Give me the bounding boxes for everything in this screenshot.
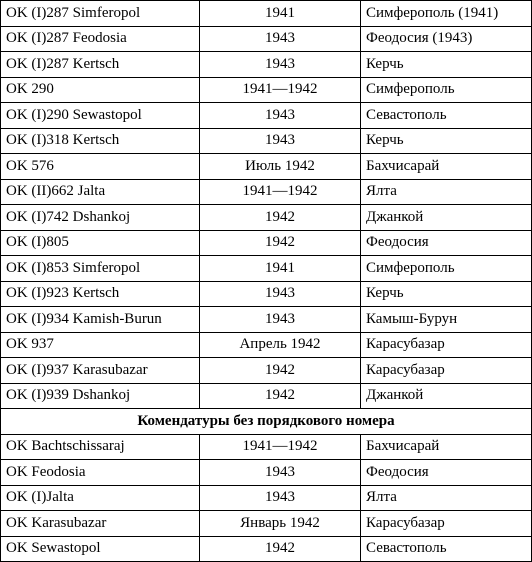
place-cell: Камыш-Бурун	[361, 307, 532, 333]
date-cell: 1942	[200, 536, 361, 562]
place-cell: Феодосия	[361, 230, 532, 256]
table-row	[1, 205, 532, 231]
unit-cell: OK (I)939 Dshankoj	[1, 383, 200, 409]
place-cell: Джанкой	[361, 205, 532, 231]
table-row	[1, 383, 532, 409]
table-row	[1, 434, 532, 460]
unit-cell: OK 937	[1, 332, 200, 358]
table-row	[1, 256, 532, 282]
place-cell: Карасубазар	[361, 358, 532, 384]
date-cell: 1943	[200, 26, 361, 52]
unit-cell: OK (I)Jalta	[1, 485, 200, 511]
date-cell: 1943	[200, 460, 361, 486]
unit-cell: OK 576	[1, 154, 200, 180]
date-cell: 1943	[200, 52, 361, 78]
place-cell: Карасубазар	[361, 511, 532, 537]
unit-cell: OK Feodosia	[1, 460, 200, 486]
place-cell: Севастополь	[361, 536, 532, 562]
section-header: Комендатуры без порядкового номера	[1, 409, 532, 435]
date-cell: 1941—1942	[200, 434, 361, 460]
table-row	[1, 154, 532, 180]
table-row	[1, 307, 532, 333]
place-cell: Феодосия (1943)	[361, 26, 532, 52]
table-row	[1, 52, 532, 78]
place-cell: Симферополь	[361, 256, 532, 282]
table-row	[1, 26, 532, 52]
table-row	[1, 511, 532, 537]
unit-cell: OK (II)662 Jalta	[1, 179, 200, 205]
unit-cell: OK Bachtschissaraj	[1, 434, 200, 460]
table-row	[1, 179, 532, 205]
place-cell: Феодосия	[361, 460, 532, 486]
table-row	[1, 460, 532, 486]
table-row	[1, 1, 532, 27]
table-row	[1, 230, 532, 256]
unit-cell: OK Sewastopol	[1, 536, 200, 562]
date-cell: 1941	[200, 1, 361, 27]
date-cell: 1941	[200, 256, 361, 282]
unit-cell: OK (I)853 Simferopol	[1, 256, 200, 282]
table-row	[1, 358, 532, 384]
unit-cell: OK (I)290 Sewastopol	[1, 103, 200, 129]
unit-cell: OK (I)287 Simferopol	[1, 1, 200, 27]
date-cell: 1942	[200, 383, 361, 409]
place-cell: Симферополь (1941)	[361, 1, 532, 27]
place-cell: Керчь	[361, 281, 532, 307]
place-cell: Ялта	[361, 179, 532, 205]
table-row	[1, 485, 532, 511]
date-cell: 1943	[200, 485, 361, 511]
place-cell: Керчь	[361, 52, 532, 78]
unit-cell: OK 290	[1, 77, 200, 103]
date-cell: 1943	[200, 281, 361, 307]
place-cell: Бахчисарай	[361, 154, 532, 180]
unit-cell: OK (I)937 Karasubazar	[1, 358, 200, 384]
date-cell: Июль 1942	[200, 154, 361, 180]
unit-cell: OK (I)287 Feodosia	[1, 26, 200, 52]
date-cell: Апрель 1942	[200, 332, 361, 358]
unit-cell: OK Karasubazar	[1, 511, 200, 537]
date-cell: Январь 1942	[200, 511, 361, 537]
place-cell: Бахчисарай	[361, 434, 532, 460]
section-header-row	[1, 409, 532, 435]
date-cell: 1942	[200, 205, 361, 231]
place-cell: Симферополь	[361, 77, 532, 103]
date-cell: 1941—1942	[200, 77, 361, 103]
place-cell: Севастополь	[361, 103, 532, 129]
unit-cell: OK (I)805	[1, 230, 200, 256]
table-row	[1, 77, 532, 103]
unit-cell: OK (I)287 Kertsch	[1, 52, 200, 78]
date-cell: 1942	[200, 358, 361, 384]
table-body-top	[1, 1, 532, 562]
table-row	[1, 332, 532, 358]
place-cell: Джанкой	[361, 383, 532, 409]
place-cell: Карасубазар	[361, 332, 532, 358]
date-cell: 1943	[200, 307, 361, 333]
table-row	[1, 103, 532, 129]
unit-cell: OK (I)923 Kertsch	[1, 281, 200, 307]
date-cell: 1943	[200, 128, 361, 154]
date-cell: 1941—1942	[200, 179, 361, 205]
table-row	[1, 536, 532, 562]
unit-cell: OK (I)318 Kertsch	[1, 128, 200, 154]
table-row	[1, 281, 532, 307]
unit-cell: OK (I)742 Dshankoj	[1, 205, 200, 231]
place-cell: Ялта	[361, 485, 532, 511]
place-cell: Керчь	[361, 128, 532, 154]
table-row	[1, 128, 532, 154]
date-cell: 1942	[200, 230, 361, 256]
date-cell: 1943	[200, 103, 361, 129]
unit-cell: OK (I)934 Kamish-Burun	[1, 307, 200, 333]
